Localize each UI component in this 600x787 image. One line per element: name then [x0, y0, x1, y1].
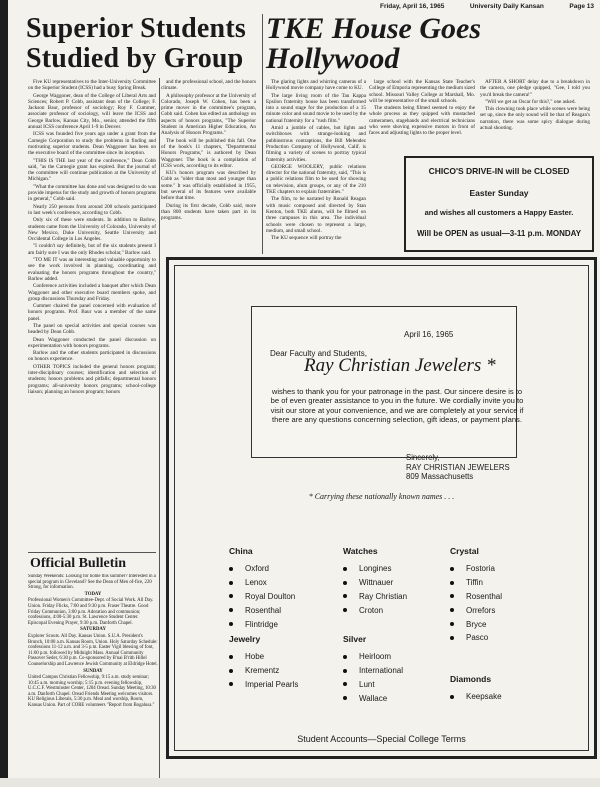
bullet-icon: [343, 655, 347, 659]
bullet-icon: [343, 567, 347, 571]
bulletin-day: TODAY: [84, 591, 102, 597]
brand-item: [229, 678, 298, 692]
paragraph: The film, to be narrated by Ronald Reagan with music composed and directed by Stan Kenton, both TKE alums, will be filmed on three campuses in this area. The individual schools were chosen to represent a large, medium, and small school.: [266, 196, 366, 234]
category-heading: Crystal: [450, 546, 479, 556]
category-watches: [343, 546, 407, 617]
paragraph: Conference activities included a banquet after which Dean Waggoner and other executive board members spoke, and group discussions Thursday and Friday.: [28, 283, 156, 302]
tke-column-2: [369, 79, 475, 154]
tke-headline: TKE House Goes Hollywood: [266, 12, 482, 75]
category-heading: China: [229, 546, 253, 556]
category-heading: Diamonds: [450, 674, 492, 684]
brand-name: Pasco: [466, 633, 489, 643]
brand-item: [343, 576, 407, 590]
brand-name: Krementz: [245, 666, 280, 676]
tke-column-3: [480, 79, 590, 154]
brand-item: [229, 576, 295, 590]
superior-students-headline: Superior Students Studied by Group: [26, 13, 246, 74]
bullet-icon: [343, 581, 347, 585]
superior-students-column-2: [161, 79, 256, 259]
paragraph: The panel on special activities and special courses was headed by Dean Cobb.: [28, 322, 156, 336]
brand-name: Lenox: [245, 578, 267, 588]
scan-edge: [0, 0, 8, 787]
brand-item: [450, 690, 502, 704]
brand-item: [229, 562, 295, 576]
letter-salutation: Dear Faculty and Students,: [270, 349, 367, 358]
paragraph: ICSS was founded five years ago under a grant from the Carnegie Corporation to study the problems in finding and motivating superior students. Dean Waggoner has been on the executive board of the committee since its inception.: [28, 131, 156, 157]
paragraph: Amid a jumble of cables, hot lights and switchboxes with strange-looking and pubbinstrous contraptions, the Bill Melendez Production Company of Hollywood, Calif. is filming a variety of scenes to portray typical fraternity activities.: [266, 125, 366, 163]
paragraph: "THIS IS THE last year of the conference," Dean Cobb said, "as the Carnegie grant has expired. But the journal of the committee will continue publication at the University of Michigan.": [28, 157, 156, 183]
official-bulletin: [28, 574, 158, 779]
bulletin-day: SATURDAY: [80, 627, 106, 633]
paragraph: Cummer chaired the panel concerned with evaluation of honors programs. Prof. Baur was a member of the same panel.: [28, 303, 156, 322]
brand-item: [229, 590, 295, 604]
paragraph: KU's honors program was described by Cobb as "older than most and younger than some." It was officially established in 1955, but several of its features were available before that time.: [161, 170, 256, 202]
brand-item: [343, 678, 403, 692]
bullet-icon: [450, 594, 454, 598]
brand-name: Hobe: [245, 652, 265, 662]
brand-item: [343, 691, 403, 705]
column-rule: [159, 78, 160, 778]
brand-name: Bryce: [466, 619, 487, 629]
brand-item: [229, 664, 298, 678]
bullet-icon: [450, 608, 454, 612]
paragraph: This clowning took place while scenes were being set up, since the only sound will be that of Reagan's narration, there was some spicy dialogue during actual shooting.: [480, 106, 590, 132]
brand-item: [343, 603, 407, 617]
carrying-brands-line: * Carrying these nationally known names . . .: [308, 492, 455, 501]
superior-students-column-1: [28, 79, 156, 551]
bulletin-entry: Professional Women's Committee-Dept. of Social Work. All Day. Union. Friday Flicks, 7:00 and 9:30 p.m. Fraser Theatre. Good Friday Communion, 3:00 p.m. Adoration and communion; confessions, 4:00-5:30 p.m. St. Lawrence Student Center. Episcopal Evening Prayer, 9:30 p.m. Danforth Chapel.: [28, 598, 154, 626]
tke-column-1: [266, 79, 366, 254]
brand-name: Fostoria: [466, 564, 495, 574]
brand-name: Wittnauer: [359, 578, 394, 588]
brand-name: Orrefors: [466, 605, 496, 615]
bullet-icon: [229, 608, 233, 612]
bullet-icon: [229, 567, 233, 571]
brand-name: International: [359, 666, 404, 676]
brand-name: Rosenthal: [466, 591, 503, 601]
brand-name: Rosenthal: [245, 605, 282, 615]
category-heading: Jewelry: [229, 634, 261, 644]
category-jewelry: [229, 634, 298, 691]
brand-name: Longines: [359, 564, 392, 574]
paragraph: "TO ME IT was an interesting and valuable opportunity to see the work involved in planning, coordinating and evaluating the honors programs throughout the country," Barlow added.: [28, 257, 156, 282]
bullet-icon: [343, 682, 347, 686]
bullet-icon: [343, 594, 347, 598]
letter-box: [251, 306, 524, 482]
column-rule: [262, 14, 263, 254]
bullet-icon: [450, 695, 454, 699]
brand-name: Wallace: [359, 693, 388, 703]
category-diamonds: [450, 674, 502, 704]
category-heading: Watches: [343, 546, 378, 556]
masthead-date: Friday, April 16, 1965: [380, 3, 445, 10]
brand-item: [343, 650, 403, 664]
bulletin-intro: Sunday Weekends: Looking for home this summer? Interested in a special program in Cleveland? See the Dean of Men of-fice, 220 Strong, for information.: [28, 574, 156, 591]
brand-name: Lunt: [359, 679, 375, 689]
bullet-icon: [450, 622, 454, 626]
bullet-icon: [343, 669, 347, 673]
paragraph: GEORGE WOOLERY, public relations director for the national fraternity, said, "This is a public relations film to be used for showing on television, alum groups, or any of the 210 TKE chapters to explain fraternities.": [266, 163, 366, 196]
paragraph: Dean Waggoner conducted the panel discussion on experimentation with honors programs.: [28, 336, 156, 349]
brand-item: [450, 562, 502, 576]
letter-signature: Sincerely, RAY CHRISTIAN JEWELERS 809 Massachusetts: [406, 453, 510, 482]
brand-item: [343, 664, 403, 678]
letter-date: April 16, 1965: [404, 330, 454, 339]
bullet-icon: [343, 696, 347, 700]
bullet-icon: [229, 669, 233, 673]
category-china: [229, 546, 295, 631]
ad-inner-border: [174, 265, 589, 751]
chicos-drive-in-ad: CHICO'S DRIVE-IN will be CLOSED Easter Sunday and wishes all customers a Happy Easter. Will be OPEN as usual—3-11 p.m. MONDAY: [404, 156, 594, 252]
brand-item: [229, 617, 295, 631]
brand-name: Imperial Pearls: [245, 679, 299, 689]
brand-name: Oxford: [245, 564, 270, 574]
paragraph: "What the committee has done and was designed to do was provide impetus for the study and growth of honors programs in general," Cobb said.: [28, 183, 156, 203]
paragraph: large school with the Kansas State Teacher's College of Emporia representing the medium sized school. Missouri Valley College at Marshall, Mo. will be representative of the small schools.: [369, 79, 475, 104]
official-bulletin-title: Official Bulletin: [30, 556, 127, 571]
brand-name: Croton: [359, 605, 384, 615]
paragraph: "I couldn't say definitely, but of the six students present I am fairly sure I was the only Rhodes scholar," Barlow said.: [28, 243, 156, 256]
paragraph: Barlow and the other students participated in discussions on honors experience.: [28, 350, 156, 363]
paragraph: "Will we get an Oscar for this?," one asked.: [485, 98, 576, 105]
brand-item: [450, 590, 502, 604]
brand-item: [450, 603, 502, 617]
brand-name: Heirloom: [359, 652, 392, 662]
bullet-icon: [229, 682, 233, 686]
paragraph: The KU sequence will portray the: [271, 235, 342, 242]
brand-item: [343, 562, 407, 576]
paragraph: Five KU representatives to the Inter-University Committee on the Superior Student (ICSS) had a busy Spring Break.: [28, 79, 156, 92]
paragraph: Only six of these were students. In addition to Barlow, students came from the University of Colorado, University of New Mexico, Duke University, Seattle University and Occidental College in Los Angeles.: [28, 217, 156, 243]
paragraph: and the professional school, and the honors climate.: [161, 79, 256, 92]
brand-item: [450, 617, 502, 631]
brand-name: Royal Doulton: [245, 591, 296, 601]
masthead: [380, 3, 594, 10]
paragraph: AFTER A SHORT delay due to a breakdown in the camera, one pledge quipped, "Gee, I told you you'd break the camera!": [480, 79, 590, 98]
paragraph: The large living room of the Tau Kappa Epsilon fraternity house has been transformed into a sound stage for the production of a 15 minute color and sound movie to be used by the national fraternity for a "rush film.": [266, 92, 366, 124]
brand-name: Ray Christian: [359, 591, 408, 601]
paragraph: George Waggoner, dean of the College of Liberal Arts and Sciences; Robert P. Cobb, assistant dean of the College; F. Jackson Baur, professor of sociology; Roy F. Cummer, associate professor of sociology, will leave the ICSS and George Barlow, Kansas City, Mo., senior, attended the fifth annual ICSS conference April 1-9 in Denver.: [28, 92, 156, 131]
masthead-paper: University Daily Kansan: [469, 3, 544, 10]
masthead-page: Page 13: [569, 3, 594, 10]
brand-item: [450, 576, 502, 590]
jeweler-brand-name: Ray Christian Jewelers *: [304, 355, 496, 376]
category-crystal: [450, 546, 502, 645]
paragraph: A philosophy professor at the University of Colorado, Joseph W. Cohen, has been a prime mover in the committee's program, Cobb said. Cohen has edited an anthology on aspects of honors programs, "The Superior Student in American Higher Education, An Analysis of Honors Programs.": [161, 92, 256, 137]
paragraph: Nearly 250 persons from around 200 schools participated in last week's conference, according to Cobb.: [28, 203, 156, 216]
bullet-icon: [450, 567, 454, 571]
student-accounts-footer: Student Accounts—Special College Terms: [297, 734, 466, 744]
bullet-icon: [229, 622, 233, 626]
bullet-icon: [229, 581, 233, 585]
page-bottom-margin: [0, 778, 600, 787]
category-silver: [343, 634, 403, 705]
paragraph: The book will be published this fall. One of the book's 11 chapters, "Departmental Honors Programs," is authored by Dean Waggoner. The book is a compilation of ICSS work, according to its editor.: [161, 137, 256, 169]
bullet-icon: [450, 636, 454, 640]
bullet-icon: [229, 594, 233, 598]
paragraph: During its first decade, Cobb said, more than 800 students have taken part in its programs.: [161, 202, 256, 222]
ray-christian-jewelers-ad: [166, 257, 597, 759]
brand-item: [229, 650, 298, 664]
brand-name: Keepsake: [466, 692, 502, 702]
brand-item: [229, 603, 295, 617]
bullet-icon: [343, 608, 347, 612]
paragraph: OTHER TOPICS included the general honors program; inter-disciplinary courses; identification and selection of students; honors problems and pitfalls; departmental honors programs; all-university honors programs; school-college liaison; planning an honors program; honors: [28, 363, 156, 395]
bulletin-entry: United Campus Christian Fellowship, 9:15 a.m. study seminar; 10:45 a.m. morning worship; 5:15 p.m. evening fellowship, U.C.C.F. Westminster Center, 1204 Oread. Sunday Meeting, 10:30 a.m. Danforth Chapel. Oread Friends Meeting welcomes visitors. KU Religious Liberals, 5:30 p.m. Meal and worship, Room, Kansas Union. Part of CORE volunteers "Report from Bogalusa.": [28, 675, 156, 709]
letter-body: wishes to thank you for your patronage in the past. Our sincere desire is to be of even greater assistance to you in the future. We cordially invite you to visit our store at your convenience, and we are completely at your service if there are any questions concerning selection, gift ideas, or payment plans.: [270, 387, 524, 425]
paragraph: The students being filmed seemed to enjoy the whole process as they quipped with mustached cameramen, stagehands and electrical technicians who were shoving expensive motors in front of faces and adjusting lights to the proper level.: [369, 105, 475, 137]
brand-item: [343, 590, 407, 604]
bulletin-day: SUNDAY: [83, 668, 103, 674]
bullet-icon: [229, 655, 233, 659]
paragraph: The glaring lights and whirring cameras of a Hollywood movie company have come to KU.: [266, 79, 366, 92]
bullet-icon: [450, 581, 454, 585]
brand-name: Flintridge: [245, 619, 278, 629]
bulletin-entry: Explorer Scouts. All Day. Kansas Union. S.U.A. President's Brunch, 10:00 a.m. Kansas Room, Union. Holy Saturday Schedule: confessions 11-12 a.m. and 3-5 p.m. Easter Vigil blessing of font, 11:00 p.m. followed by Midnight Mass. Annual Community Passover Seder, 6:30 p.m. Co-sponsored by B'nai B'rith Hillel Counselorship and Lawrence Jewish Community at Eldridge Hotel.: [28, 633, 158, 667]
brand-name: Tiffin: [466, 578, 483, 588]
category-heading: Silver: [343, 634, 367, 644]
brand-item: [450, 631, 502, 645]
bulletin-divider: [28, 552, 156, 553]
